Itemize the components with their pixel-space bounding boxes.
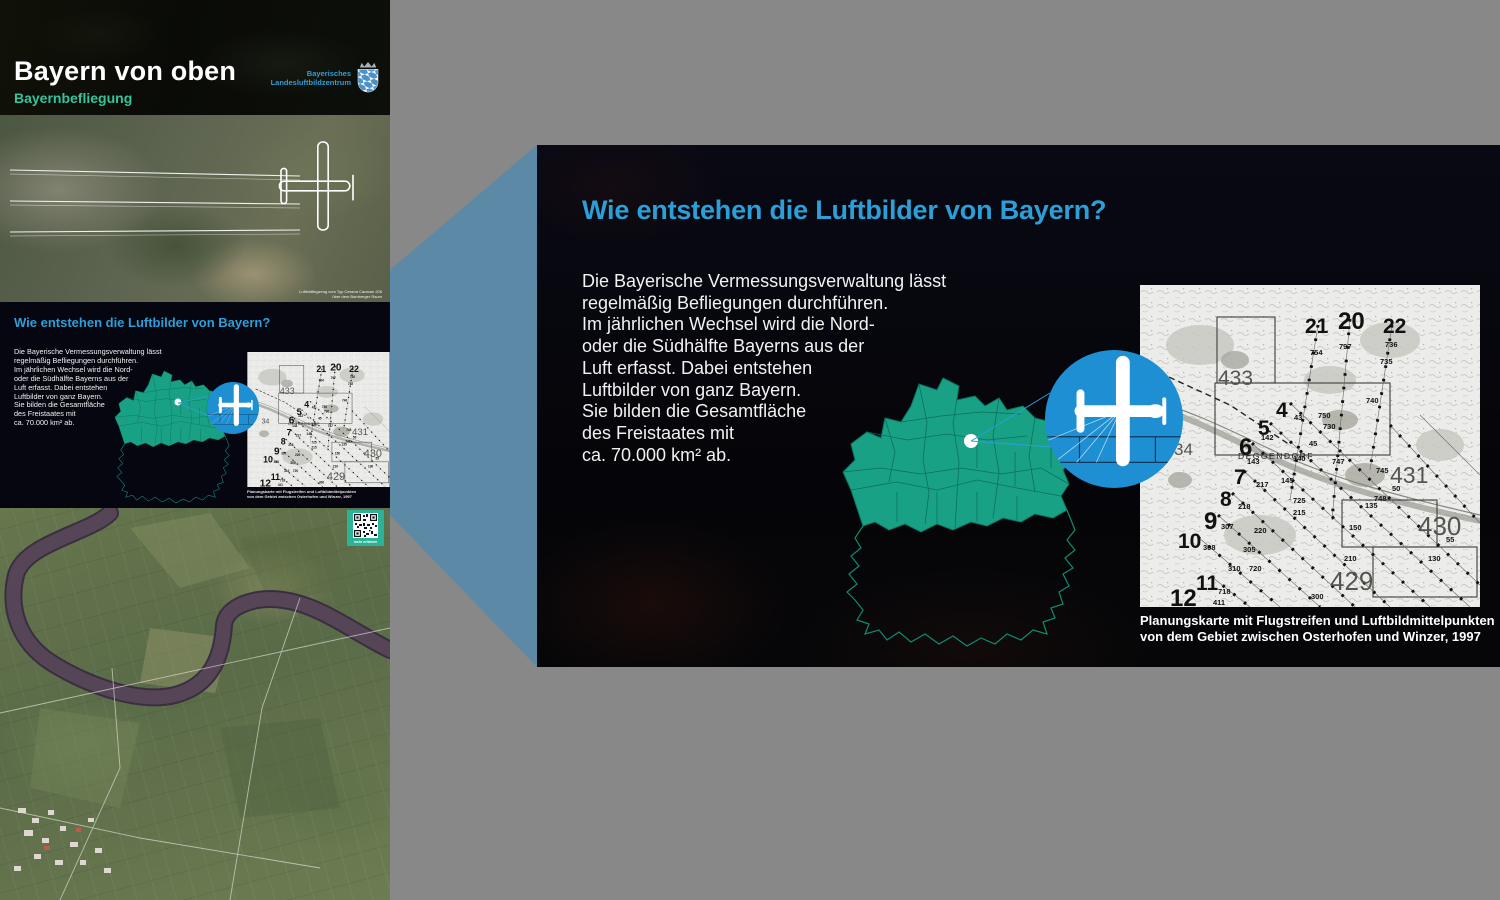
body-line: oder die Südhälfte Bayerns aus der	[582, 336, 865, 357]
survey-plane-icon	[1045, 350, 1183, 488]
body-line: Sie bilden die Gesamtfläche	[14, 400, 105, 410]
zoom-panel	[537, 145, 1500, 667]
body-line: des Freistaates mit	[582, 422, 735, 443]
body-line: Im jährlichen Wechsel wird die Nord-	[14, 364, 133, 374]
photo-caption	[299, 289, 382, 299]
body-line: regelmäßig Befliegungen durchführen.	[582, 292, 889, 313]
org-logo	[271, 62, 380, 93]
aerial-photo-bottom	[0, 508, 390, 900]
panel-title: Wie entstehen die Luftbilder von Bayern?	[582, 195, 1107, 225]
map-caption	[1140, 613, 1495, 645]
body-line: ca. 70.000 km² ab.	[14, 418, 75, 428]
org-name-line2: Landesluftbildzentrum	[270, 77, 351, 87]
body-line: Luftbilder von ganz Bayern.	[582, 379, 802, 400]
body-line: Luftbilder von ganz Bayern.	[14, 391, 103, 401]
plane-outline-icon	[265, 138, 361, 234]
body-line: Luft erfasst. Dabei entstehen	[582, 357, 813, 378]
body-line: regelmäßig Befliegungen durchführen.	[14, 355, 139, 365]
map-caption-small	[247, 489, 356, 499]
body-line: Die Bayerische Vermessungsverwaltung lässt	[14, 347, 162, 356]
qr-code	[353, 513, 378, 538]
body-line: Luft erfasst. Dabei entstehen	[14, 382, 108, 392]
photo-caption-line1: Luftbildflugzeug vom Typ Cessna Caravan 208	[299, 289, 382, 294]
body-line: Sie bilden die Gesamtfläche	[582, 401, 807, 422]
map-caption-line1: Planungskarte mit Flugstreifen und Luftbildmittelpunkten	[1140, 613, 1495, 628]
planning-map-small	[247, 352, 390, 487]
poster-subtitle: Bayernbefliegung	[14, 90, 133, 106]
photo-caption-line2: über dem Bamberger Raum	[332, 294, 382, 299]
info-section	[0, 302, 390, 508]
aerial-photo-top	[0, 115, 390, 302]
map-caption-line1: Planungskarte mit Flugstreifen und Luftbildmittelpunkten	[247, 489, 357, 494]
qr-label: mehr erfahren	[353, 539, 378, 544]
bavarian-crest-icon	[356, 62, 380, 93]
qr-block	[347, 510, 384, 546]
body-line: Die Bayerische Vermessungsverwaltung lässt	[582, 271, 947, 291]
river-overlay	[0, 508, 390, 900]
body-line: ca. 70.000 km² ab.	[582, 444, 732, 465]
poster-header	[0, 0, 390, 115]
poster-title: Bayern von oben	[14, 56, 237, 86]
body-line: oder die Südhälfte Bayerns aus der	[14, 373, 129, 383]
map-caption-line2: von dem Gebiet zwischen Osterhofen und Winzer, 1997	[1140, 629, 1481, 644]
planning-map	[1140, 285, 1480, 607]
section-title: Wie entstehen die Luftbilder von Bayern?	[14, 315, 271, 330]
org-name-line1: Bayerisches	[306, 68, 351, 78]
org-name	[271, 69, 351, 87]
body-line: Im jährlichen Wechsel wird die Nord-	[582, 314, 875, 335]
map-caption-line2: von dem Gebiet zwischen Osterhofen und Winzer, 1997	[247, 494, 352, 499]
survey-plane-icon-small	[207, 382, 259, 434]
body-line: des Freistaates mit	[14, 409, 76, 419]
poster	[0, 0, 390, 900]
